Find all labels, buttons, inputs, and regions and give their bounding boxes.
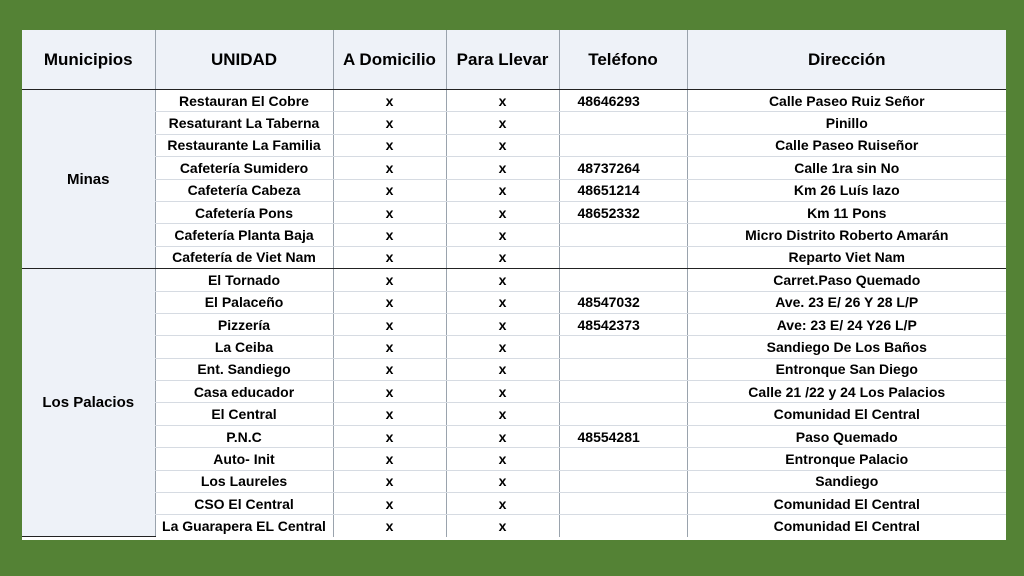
direccion-cell: Sandiego bbox=[687, 470, 1006, 492]
table-row bbox=[22, 112, 1006, 134]
domicilio-cell: x bbox=[333, 448, 446, 470]
direccion-cell: Ave. 23 E/ 26 Y 28 L/P bbox=[687, 291, 1006, 313]
llevar-cell: x bbox=[446, 90, 559, 112]
table-body bbox=[22, 90, 1006, 537]
unidad-cell: Cafetería Pons bbox=[155, 201, 333, 223]
unidad-cell: Pizzería bbox=[155, 313, 333, 335]
table-row bbox=[22, 313, 1006, 335]
direccion-cell: Ave: 23 E/ 24 Y26 L/P bbox=[687, 313, 1006, 335]
llevar-cell: x bbox=[446, 313, 559, 335]
llevar-cell: x bbox=[446, 246, 559, 268]
domicilio-cell: x bbox=[333, 313, 446, 335]
telefono-cell: 48651214 bbox=[559, 179, 687, 201]
table-row bbox=[22, 470, 1006, 492]
llevar-cell: x bbox=[446, 493, 559, 515]
llevar-cell: x bbox=[446, 336, 559, 358]
domicilio-cell: x bbox=[333, 134, 446, 156]
telefono-cell: 48737264 bbox=[559, 157, 687, 179]
unidad-cell: Resaturant La Taberna bbox=[155, 112, 333, 134]
municipio-cell: Minas bbox=[22, 90, 155, 269]
table-row bbox=[22, 515, 1006, 537]
direccion-cell: Km 26 Luís lazo bbox=[687, 179, 1006, 201]
domicilio-cell: x bbox=[333, 157, 446, 179]
domicilio-cell: x bbox=[333, 403, 446, 425]
table-row bbox=[22, 381, 1006, 403]
unidad-cell: CSO El Central bbox=[155, 493, 333, 515]
telefono-cell bbox=[559, 358, 687, 380]
unidad-cell: El Tornado bbox=[155, 269, 333, 291]
llevar-cell: x bbox=[446, 112, 559, 134]
unidad-cell: Los Laureles bbox=[155, 470, 333, 492]
domicilio-cell: x bbox=[333, 246, 446, 268]
header-domicilio: A Domicilio bbox=[333, 30, 446, 90]
unidad-cell: Restauran El Cobre bbox=[155, 90, 333, 112]
establishments-table bbox=[22, 30, 1006, 537]
unidad-cell: La Guarapera EL Central bbox=[155, 515, 333, 537]
direccion-cell: Paso Quemado bbox=[687, 425, 1006, 447]
table-row bbox=[22, 403, 1006, 425]
direccion-cell: Entronque San Diego bbox=[687, 358, 1006, 380]
unidad-cell: Cafetería Cabeza bbox=[155, 179, 333, 201]
direccion-cell: Sandiego De Los Baños bbox=[687, 336, 1006, 358]
table-row bbox=[22, 246, 1006, 268]
table-row bbox=[22, 448, 1006, 470]
llevar-cell: x bbox=[446, 134, 559, 156]
telefono-cell bbox=[559, 269, 687, 291]
table-row bbox=[22, 269, 1006, 291]
telefono-cell bbox=[559, 381, 687, 403]
domicilio-cell: x bbox=[333, 470, 446, 492]
direccion-cell: Comunidad El Central bbox=[687, 403, 1006, 425]
table-row bbox=[22, 358, 1006, 380]
unidad-cell: Cafetería Planta Baja bbox=[155, 224, 333, 246]
direccion-cell: Km 11 Pons bbox=[687, 201, 1006, 223]
telefono-cell bbox=[559, 112, 687, 134]
telefono-cell: 48554281 bbox=[559, 425, 687, 447]
llevar-cell: x bbox=[446, 515, 559, 537]
llevar-cell: x bbox=[446, 425, 559, 447]
llevar-cell: x bbox=[446, 403, 559, 425]
direccion-cell: Entronque Palacio bbox=[687, 448, 1006, 470]
table-row bbox=[22, 201, 1006, 223]
header-telefono: Teléfono bbox=[559, 30, 687, 90]
domicilio-cell: x bbox=[333, 179, 446, 201]
llevar-cell: x bbox=[446, 179, 559, 201]
table-row bbox=[22, 291, 1006, 313]
header-llevar: Para Llevar bbox=[446, 30, 559, 90]
llevar-cell: x bbox=[446, 224, 559, 246]
unidad-cell: El Palaceño bbox=[155, 291, 333, 313]
telefono-cell bbox=[559, 134, 687, 156]
header-row bbox=[22, 30, 1006, 90]
domicilio-cell: x bbox=[333, 493, 446, 515]
domicilio-cell: x bbox=[333, 381, 446, 403]
llevar-cell: x bbox=[446, 448, 559, 470]
direccion-cell: Calle Paseo Ruiseñor bbox=[687, 134, 1006, 156]
domicilio-cell: x bbox=[333, 515, 446, 537]
unidad-cell: Auto- Init bbox=[155, 448, 333, 470]
header-municipios: Municipios bbox=[22, 30, 155, 90]
table-row bbox=[22, 493, 1006, 515]
llevar-cell: x bbox=[446, 358, 559, 380]
header-direccion: Dirección bbox=[687, 30, 1006, 90]
direccion-cell: Pinillo bbox=[687, 112, 1006, 134]
unidad-cell: Cafetería de Viet Nam bbox=[155, 246, 333, 268]
unidad-cell: Restaurante La Familia bbox=[155, 134, 333, 156]
direccion-cell: Calle 1ra sin No bbox=[687, 157, 1006, 179]
direccion-cell: Calle 21 /22 y 24 Los Palacios bbox=[687, 381, 1006, 403]
direccion-cell: Comunidad El Central bbox=[687, 493, 1006, 515]
telefono-cell bbox=[559, 224, 687, 246]
unidad-cell: La Ceiba bbox=[155, 336, 333, 358]
domicilio-cell: x bbox=[333, 112, 446, 134]
direccion-cell: Reparto Viet Nam bbox=[687, 246, 1006, 268]
domicilio-cell: x bbox=[333, 224, 446, 246]
telefono-cell bbox=[559, 448, 687, 470]
telefono-cell: 48542373 bbox=[559, 313, 687, 335]
table-row bbox=[22, 90, 1006, 112]
telefono-cell bbox=[559, 246, 687, 268]
llevar-cell: x bbox=[446, 291, 559, 313]
table-row bbox=[22, 157, 1006, 179]
llevar-cell: x bbox=[446, 157, 559, 179]
telefono-cell: 48646293 bbox=[559, 90, 687, 112]
telefono-cell bbox=[559, 470, 687, 492]
domicilio-cell: x bbox=[333, 291, 446, 313]
table-row bbox=[22, 179, 1006, 201]
domicilio-cell: x bbox=[333, 425, 446, 447]
telefono-cell bbox=[559, 515, 687, 537]
table-sheet bbox=[22, 30, 1006, 540]
telefono-cell: 48547032 bbox=[559, 291, 687, 313]
direccion-cell: Comunidad El Central bbox=[687, 515, 1006, 537]
domicilio-cell: x bbox=[333, 201, 446, 223]
municipio-cell: Los Palacios bbox=[22, 269, 155, 537]
table-row bbox=[22, 425, 1006, 447]
telefono-cell: 48652332 bbox=[559, 201, 687, 223]
llevar-cell: x bbox=[446, 470, 559, 492]
telefono-cell bbox=[559, 493, 687, 515]
llevar-cell: x bbox=[446, 381, 559, 403]
unidad-cell: P.N.C bbox=[155, 425, 333, 447]
table-row bbox=[22, 336, 1006, 358]
unidad-cell: Cafetería Sumidero bbox=[155, 157, 333, 179]
table-row bbox=[22, 224, 1006, 246]
telefono-cell bbox=[559, 336, 687, 358]
llevar-cell: x bbox=[446, 269, 559, 291]
unidad-cell: Casa educador bbox=[155, 381, 333, 403]
domicilio-cell: x bbox=[333, 90, 446, 112]
domicilio-cell: x bbox=[333, 336, 446, 358]
llevar-cell: x bbox=[446, 201, 559, 223]
unidad-cell: Ent. Sandiego bbox=[155, 358, 333, 380]
direccion-cell: Calle Paseo Ruiz Señor bbox=[687, 90, 1006, 112]
direccion-cell: Carret.Paso Quemado bbox=[687, 269, 1006, 291]
telefono-cell bbox=[559, 403, 687, 425]
header-unidad: UNIDAD bbox=[155, 30, 333, 90]
domicilio-cell: x bbox=[333, 269, 446, 291]
direccion-cell: Micro Distrito Roberto Amarán bbox=[687, 224, 1006, 246]
domicilio-cell: x bbox=[333, 358, 446, 380]
table-row bbox=[22, 134, 1006, 156]
unidad-cell: El Central bbox=[155, 403, 333, 425]
